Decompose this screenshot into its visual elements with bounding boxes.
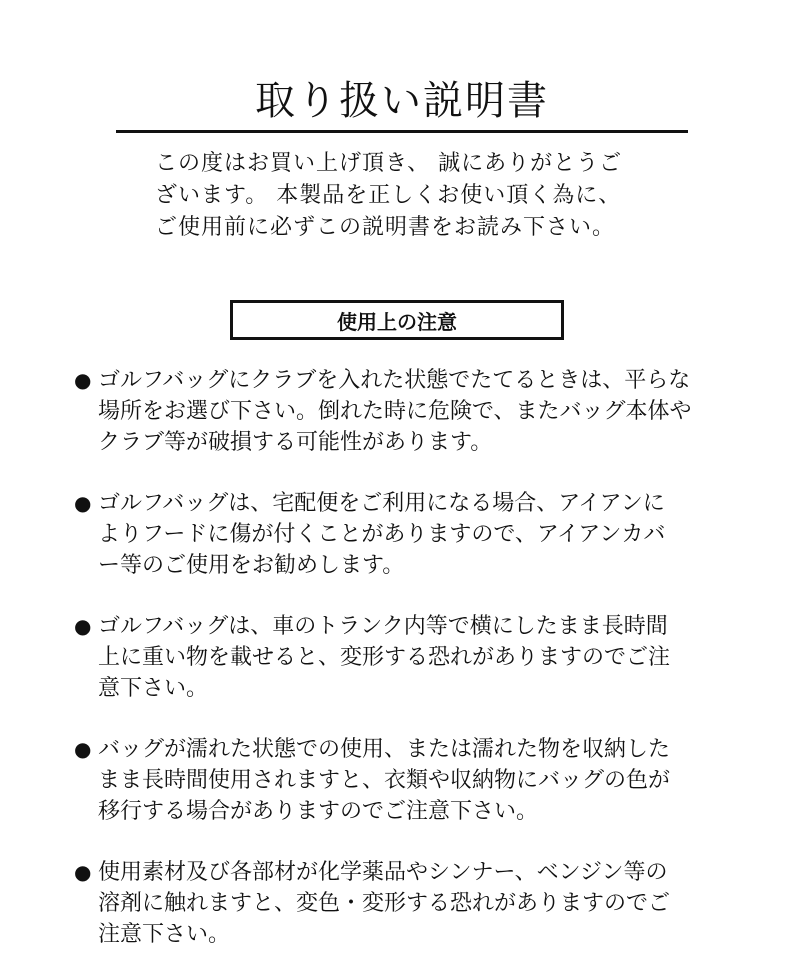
caution-item (74, 611, 734, 704)
intro-line: この度はお買い上げ頂き、 誠にありがとうご (155, 151, 623, 176)
caution-line: 場所をお選び下さい。倒れた時に危険で、またバッグ本体や (98, 399, 692, 424)
bullet-icon: ● (74, 737, 92, 761)
caution-text: ゴルフバッグは、宅配便をご利用になる場合、アイアンに (98, 491, 665, 516)
caution-line: 移行する場合がありますのでご注意下さい。 (98, 799, 539, 824)
caution-item (74, 857, 734, 950)
title-underline (116, 130, 688, 133)
section-heading-box (230, 300, 564, 340)
caution-line: 上に重い物を載せると、変形する恐れがありますのでご注 (98, 645, 671, 670)
caution-list (74, 365, 734, 980)
caution-item (74, 365, 734, 458)
caution-line (74, 857, 734, 888)
caution-line: クラブ等が破損する可能性があります。 (98, 430, 493, 455)
caution-item (74, 734, 734, 827)
caution-line (74, 611, 734, 642)
caution-line (74, 488, 734, 519)
section-heading: 使用上の注意 (337, 309, 457, 334)
caution-line: ー等のご使用をお勧めします。 (98, 553, 405, 578)
caution-line (74, 734, 734, 765)
intro-line: ご使用前に必ずこの説明書をお読み下さい。 (155, 215, 616, 240)
caution-line: まま長時間使用されますと、衣類や収納物にバッグの色が (98, 768, 671, 793)
caution-line: 溶剤に触れますと、変色・変形する恐れがありますのでご (98, 891, 671, 916)
caution-line: よりフードに傷が付くことがありますので、アイアンカバ (98, 522, 666, 547)
caution-line: 意下さい。 (98, 676, 209, 701)
intro-paragraph (155, 148, 675, 244)
caution-line: 注意下さい。 (98, 922, 231, 947)
bullet-icon: ● (74, 368, 92, 392)
bullet-icon: ● (74, 860, 92, 884)
document-title: 取り扱い説明書 (255, 78, 549, 124)
caution-text: ゴルフバッグにクラブを入れた状態でたてるときは、平らな (98, 368, 691, 393)
bullet-icon: ● (74, 491, 92, 515)
caution-text: バッグが濡れた状態での使用、または濡れた物を収納した (98, 737, 671, 762)
caution-text: 使用素材及び各部材が化学薬品やシンナー、ベンジン等の (98, 860, 668, 885)
caution-item (74, 488, 734, 581)
bullet-icon: ● (74, 614, 92, 638)
caution-line (74, 365, 734, 396)
intro-line: ざいます。 本製品を正しくお使い頂く為に、 (155, 183, 622, 208)
caution-text: ゴルフバッグは、車のトランク内等で横にしたまま長時間 (98, 614, 668, 639)
